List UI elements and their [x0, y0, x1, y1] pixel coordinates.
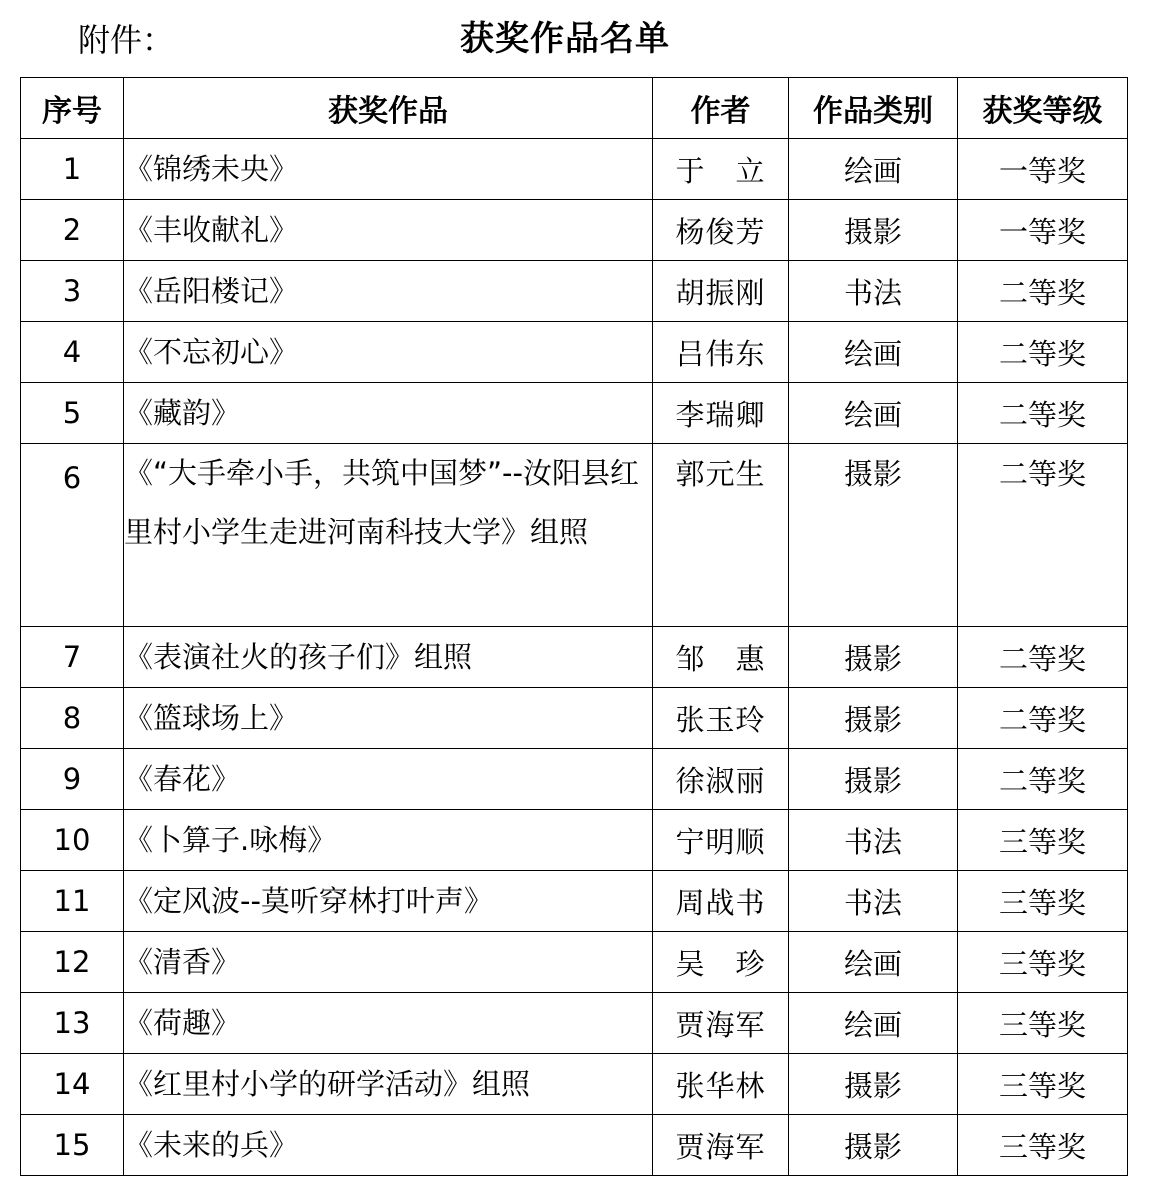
work-title: 《藏韵》	[124, 383, 653, 444]
work-category: 书法	[789, 261, 958, 322]
work-category: 绘画	[789, 993, 958, 1054]
row-number: 4	[21, 322, 124, 383]
award-level: 二等奖	[958, 627, 1128, 688]
row-number: 5	[21, 383, 124, 444]
work-category: 摄影	[789, 444, 958, 627]
row-number: 15	[21, 1115, 124, 1176]
author-name: 杨俊芳	[653, 200, 789, 261]
work-title: 《定风波--莫听穿林打叶声》	[124, 871, 653, 932]
author-name: 吕伟东	[653, 322, 789, 383]
row-number: 2	[21, 200, 124, 261]
award-level: 二等奖	[958, 444, 1128, 627]
table-row	[21, 810, 1128, 871]
table-row	[21, 688, 1128, 749]
work-category: 绘画	[789, 139, 958, 200]
author-name: 贾海军	[653, 993, 789, 1054]
author-name: 吴 珍	[653, 932, 789, 993]
author-name: 李瑞卿	[653, 383, 789, 444]
row-number: 6	[21, 444, 124, 627]
row-number: 9	[21, 749, 124, 810]
work-title: 《表演社火的孩子们》组照	[124, 627, 653, 688]
row-number: 3	[21, 261, 124, 322]
award-level: 二等奖	[958, 688, 1128, 749]
work-title: 《荷趣》	[124, 993, 653, 1054]
work-category: 摄影	[789, 1054, 958, 1115]
table-row	[21, 444, 1128, 627]
work-title: 《春花》	[124, 749, 653, 810]
work-category: 摄影	[789, 688, 958, 749]
table-header-row	[21, 78, 1128, 139]
award-level: 三等奖	[958, 1054, 1128, 1115]
author-name: 邹 惠	[653, 627, 789, 688]
table-row	[21, 200, 1128, 261]
award-level: 三等奖	[958, 1115, 1128, 1176]
work-title: 《岳阳楼记》	[124, 261, 653, 322]
work-category: 摄影	[789, 749, 958, 810]
table-row	[21, 993, 1128, 1054]
column-header-no: 序号	[21, 78, 124, 139]
award-level: 三等奖	[958, 871, 1128, 932]
work-category: 绘画	[789, 932, 958, 993]
author-name: 张玉玲	[653, 688, 789, 749]
attachment-label: 附件：	[78, 21, 175, 59]
column-header-level: 获奖等级	[958, 78, 1128, 139]
row-number: 11	[21, 871, 124, 932]
work-category: 摄影	[789, 627, 958, 688]
work-category: 绘画	[789, 322, 958, 383]
award-level: 三等奖	[958, 993, 1128, 1054]
award-level: 一等奖	[958, 200, 1128, 261]
author-name: 张华林	[653, 1054, 789, 1115]
work-title: 《不忘初心》	[124, 322, 653, 383]
award-level: 一等奖	[958, 139, 1128, 200]
table-row	[21, 871, 1128, 932]
work-category: 书法	[789, 810, 958, 871]
award-level: 三等奖	[958, 810, 1128, 871]
award-level: 二等奖	[958, 749, 1128, 810]
work-category: 摄影	[789, 200, 958, 261]
row-number: 1	[21, 139, 124, 200]
award-level: 二等奖	[958, 383, 1128, 444]
table-row	[21, 749, 1128, 810]
table-row	[21, 932, 1128, 993]
award-level: 三等奖	[958, 932, 1128, 993]
table-row	[21, 322, 1128, 383]
work-title: 《锦绣未央》	[124, 139, 653, 200]
row-number: 13	[21, 993, 124, 1054]
work-title: 《未来的兵》	[124, 1115, 653, 1176]
author-name: 周战书	[653, 871, 789, 932]
work-category: 书法	[789, 871, 958, 932]
column-header-category: 作品类别	[789, 78, 958, 139]
award-level: 二等奖	[958, 322, 1128, 383]
work-title: 《“大手牵小手，共筑中国梦”--汝阳县红里村小学生走进河南科技大学》组照	[124, 444, 653, 627]
table-row	[21, 383, 1128, 444]
row-number: 14	[21, 1054, 124, 1115]
work-title: 《清香》	[124, 932, 653, 993]
column-header-work: 获奖作品	[124, 78, 653, 139]
work-title: 《丰收献礼》	[124, 200, 653, 261]
table-row	[21, 139, 1128, 200]
author-name: 胡振刚	[653, 261, 789, 322]
table-row	[21, 1054, 1128, 1115]
author-name: 宁明顺	[653, 810, 789, 871]
author-name: 于 立	[653, 139, 789, 200]
work-category: 绘画	[789, 383, 958, 444]
row-number: 10	[21, 810, 124, 871]
column-header-author: 作者	[653, 78, 789, 139]
row-number: 7	[21, 627, 124, 688]
table-row	[21, 1115, 1128, 1176]
award-level: 二等奖	[958, 261, 1128, 322]
awards-table	[20, 77, 1128, 1176]
table-row	[21, 627, 1128, 688]
row-number: 12	[21, 932, 124, 993]
work-title: 《篮球场上》	[124, 688, 653, 749]
work-title: 《卜算子.咏梅》	[124, 810, 653, 871]
author-name: 徐淑丽	[653, 749, 789, 810]
row-number: 8	[21, 688, 124, 749]
page-title: 获奖作品名单	[460, 19, 670, 59]
work-title: 《红里村小学的研学活动》组照	[124, 1054, 653, 1115]
table-row	[21, 261, 1128, 322]
author-name: 郭元生	[653, 444, 789, 627]
work-category: 摄影	[789, 1115, 958, 1176]
author-name: 贾海军	[653, 1115, 789, 1176]
